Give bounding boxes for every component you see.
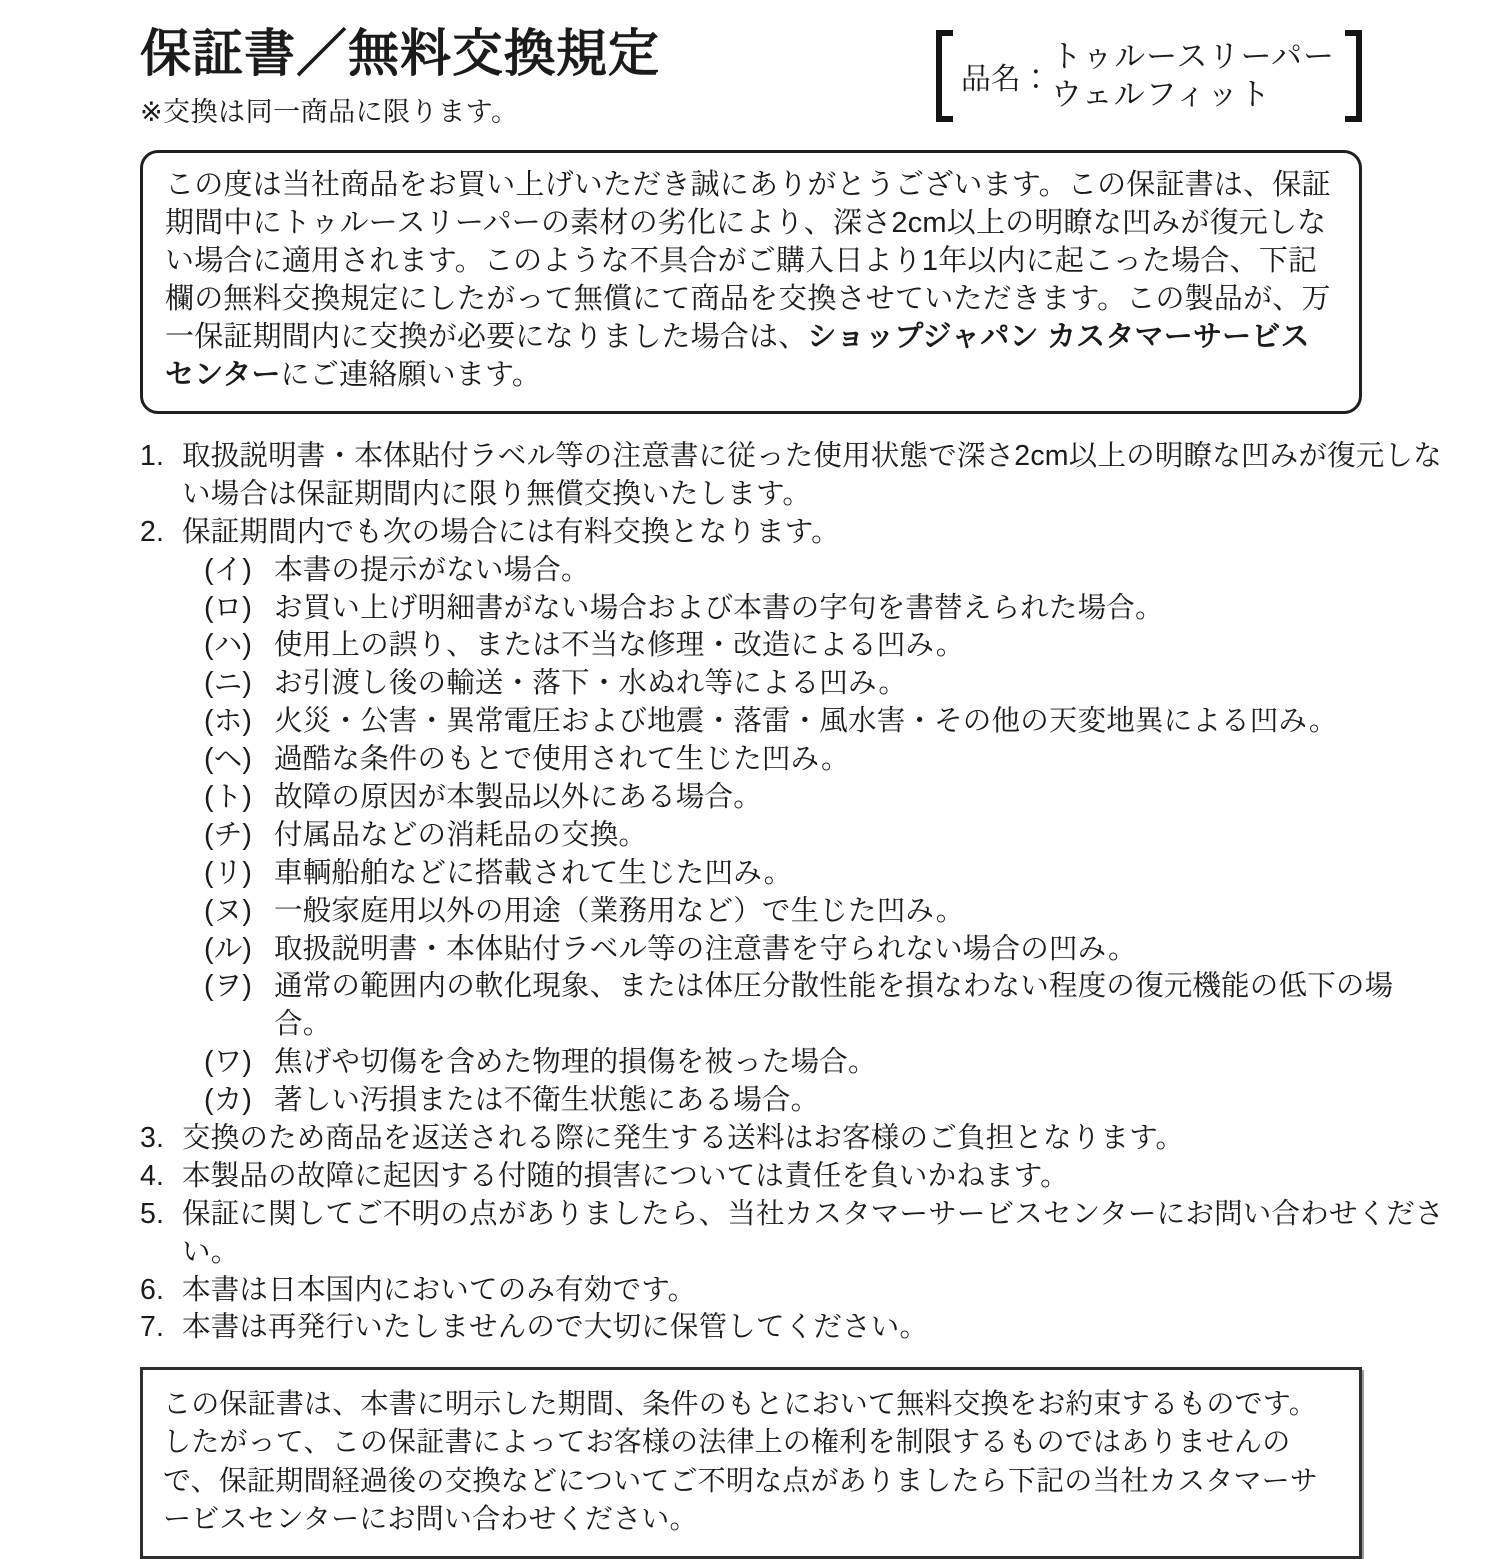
sub-item-label: (ハ) — [204, 629, 253, 662]
term-item-7 — [140, 1309, 1450, 1347]
sub-item-ri — [204, 855, 1450, 893]
sub-item-label: (ヌ) — [204, 894, 253, 927]
sub-item-text: 使用上の誤り、または不当な修理・改造による凹み。 — [274, 629, 965, 662]
sub-item-text: 本書の提示がない場合。 — [274, 553, 590, 586]
term-text: 取扱説明書・本体貼付ラベル等の注意書に従った使用状態で深さ2cm以上の明瞭な凹みが復元しない場合は保証期間内に限り無償交換いたします。 — [182, 439, 1442, 510]
sub-item-to — [204, 779, 1450, 817]
term-item-3 — [140, 1120, 1450, 1158]
sub-item-label: (ト) — [204, 781, 253, 813]
term-number: 7. — [140, 1311, 165, 1344]
header — [140, 26, 1362, 129]
sub-item-ru — [204, 931, 1450, 969]
term-item-1 — [140, 438, 1450, 514]
term-text: 本製品の故障に起因する付随的損害については責任を負いかねます。 — [182, 1159, 1069, 1192]
intro-bold-contact-name: ショップジャパン カスタマーサービスセンター — [165, 321, 1310, 391]
intro-box — [140, 150, 1362, 414]
sub-item-ho — [204, 703, 1450, 741]
left-bracket-decoration — [936, 30, 953, 122]
sub-item-ha — [204, 627, 1450, 665]
sub-item-he — [204, 741, 1450, 779]
term-number: 4. — [140, 1159, 165, 1192]
term-text: 保証に関してご不明の点がありましたら、当社カスタマーサービスセンターにお問い合わせください。 — [182, 1197, 1444, 1268]
term-text: 交換のため商品を返送される際に発生する送料はお客様のご負担となります。 — [182, 1122, 1185, 1155]
sub-item-wa — [204, 1044, 1450, 1082]
intro-text-after: にご連絡願います。 — [280, 359, 542, 391]
intro-text: この度は当社商品をお買い上げいただき誠にありがとうございます。この保証書は、保証期間中にトゥルースリーパーの素材の劣化により、深さ2cm以上の明瞭な凹みが復元しない場合に適用されます。このような不具合がご購入日より1年以内に起こった場合、下記欄の無料交換規定にしたがって無償にて商品を交換させていただきます。この製品が、万一保証期間内に交換が必要になりました場合は、 — [165, 169, 1331, 354]
page-title: 保証書／無料交換規定 — [140, 25, 661, 82]
term-item-5 — [140, 1196, 1450, 1272]
sub-item-text: お引渡し後の輸送・落下・水ぬれ等による凹み。 — [274, 667, 908, 700]
sub-item-ka — [204, 1082, 1450, 1120]
sub-item-text: 著しい汚損または不衛生状態にある場合。 — [274, 1084, 820, 1117]
sub-item-label: (ヲ) — [204, 970, 253, 1003]
sub-item-label: (カ) — [204, 1084, 253, 1117]
term-number: 6. — [140, 1273, 165, 1306]
title-block — [140, 26, 660, 129]
sub-item-text: 車輌船舶などに搭載されて生じた凹み。 — [274, 856, 793, 889]
sub-item-wo — [204, 968, 1450, 1044]
sub-item-text: 通常の範囲内の軟化現象、または体圧分散性能を損なわない程度の復元機能の低下の場合。 — [274, 970, 1394, 1041]
sub-item-label: (ル) — [204, 932, 253, 965]
product-name-line2: ウェルフィット — [1050, 76, 1272, 112]
sub-item-label: (ニ) — [204, 667, 253, 700]
term-item-6 — [140, 1272, 1450, 1310]
product-name-inner — [953, 30, 1345, 122]
sub-item-label: (イ) — [204, 553, 253, 586]
sub-item-ro — [204, 590, 1450, 628]
sub-item-text: 故障の原因が本製品以外にある場合。 — [274, 781, 762, 813]
terms-list — [140, 438, 1450, 1347]
term-number: 5. — [140, 1197, 165, 1230]
product-name-box — [936, 30, 1362, 122]
sub-item-label: (ヘ) — [204, 743, 253, 776]
term-text: 本書は再発行いたしませんので大切に保管してください。 — [182, 1311, 929, 1344]
product-name-label: 品名： — [960, 62, 1051, 96]
sub-item-i — [204, 552, 1450, 590]
sub-item-text: 焦げや切傷を含めた物理的損傷を被った場合。 — [274, 1046, 877, 1079]
term-text: 保証期間内でも次の場合には有料交換となります。 — [182, 515, 840, 548]
product-name-value — [1051, 38, 1335, 114]
sub-item-label: (ロ) — [204, 591, 253, 624]
term-text: 本書は日本国内においてのみ有効です。 — [182, 1273, 697, 1306]
sub-item-text: 一般家庭用以外の用途（業務用など）で生じた凹み。 — [274, 894, 965, 927]
sub-item-label: (ワ) — [204, 1046, 253, 1079]
sub-item-label: (リ) — [204, 856, 253, 889]
sub-item-label: (ホ) — [204, 705, 253, 738]
sub-item-text: 過酷な条件のもとで使用されて生じた凹み。 — [274, 743, 850, 776]
product-name-line1: トゥルースリーパー — [1050, 39, 1335, 74]
term-item-4 — [140, 1158, 1450, 1196]
sub-item-text: 付属品などの消耗品の交換。 — [274, 818, 648, 851]
sub-item-text: 取扱説明書・本体貼付ラベル等の注意書を守られない場合の凹み。 — [274, 932, 1137, 965]
title-note: ※交換は同一商品に限ります。 — [140, 97, 519, 128]
sub-item-ni — [204, 665, 1450, 703]
sub-item-nu — [204, 893, 1450, 931]
footer-text: この保証書は、本書に明示した期間、条件のもとにおいて無料交換をお約束するものです。したがって、この保証書によってお客様の法律上の権利を制限するものではありませんので、保証期間経過後の交換などについてご不明な点がありましたら下記の当社カスタマーサービスセンターにお問い合わせください。 — [163, 1388, 1319, 1534]
term-number: 1. — [140, 439, 165, 472]
sub-item-chi — [204, 817, 1450, 855]
right-bracket-decoration — [1345, 30, 1362, 122]
term-number: 2. — [140, 515, 165, 548]
sub-item-text: お買い上げ明細書がない場合および本書の字句を書替えられた場合。 — [274, 591, 1164, 624]
term-item-2 — [140, 514, 1450, 552]
sub-item-text: 火災・公害・異常電圧および地震・落雷・風水害・その他の天変地異による凹み。 — [274, 705, 1338, 738]
sub-item-label: (チ) — [204, 818, 253, 851]
term-number: 3. — [140, 1122, 165, 1155]
footer-box — [140, 1367, 1362, 1558]
